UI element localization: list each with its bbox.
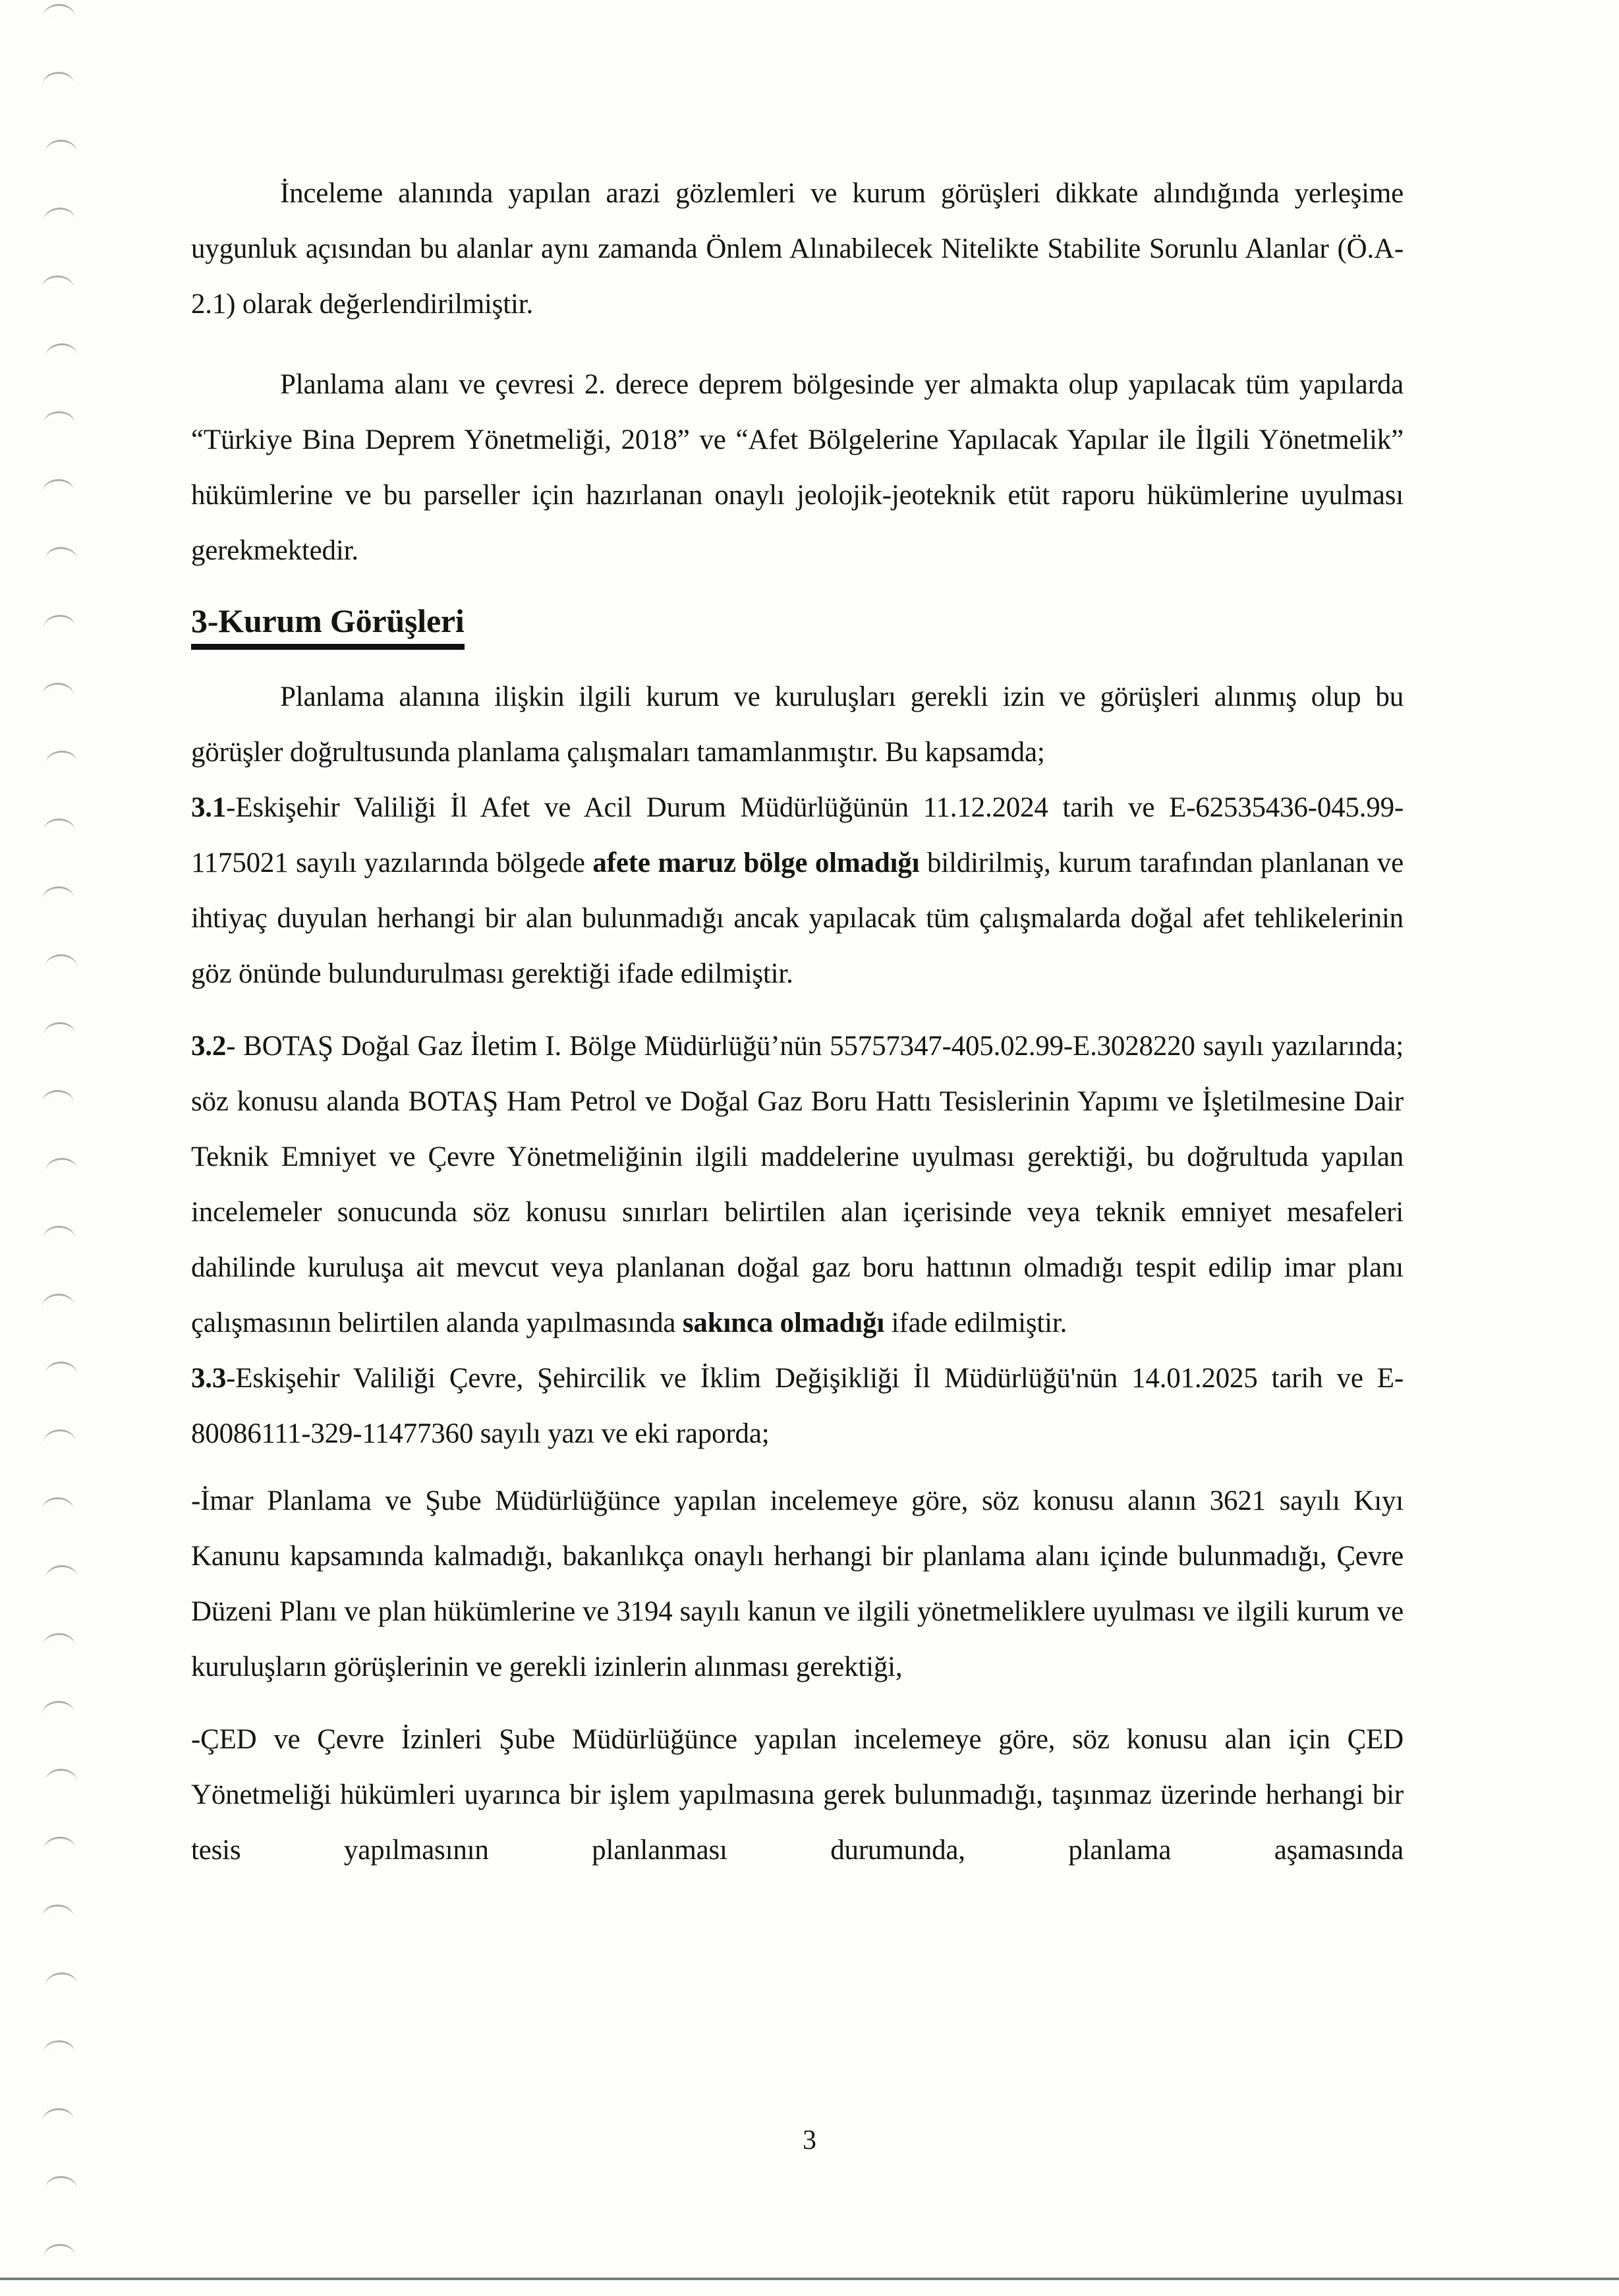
paragraph — [191, 670, 1404, 780]
spiral-binding-mark-icon — [42, 1293, 74, 1307]
bold-text-run: 3.2 — [191, 1031, 227, 1062]
paragraph — [191, 1351, 1404, 1462]
spiral-binding-mark-icon — [42, 2108, 74, 2121]
spiral-binding-mark-icon — [45, 1972, 78, 1986]
spiral-binding-mark-icon — [45, 1362, 77, 1375]
spiral-binding-mark-icon — [45, 547, 77, 560]
spiral-binding-mark-icon — [45, 343, 78, 357]
text-run: İnceleme alanında yapılan arazi gözlemleri ve kurum görüşleri dikkate alındığında yerleşime uygunluk açısından bu alanlar aynı zamanda Önlem Alınabilecek Nitelikte Stabilite Sorunlu Alanlar (Ö.A-2.1) olarak değerlendirilmiştir. — [191, 178, 1404, 320]
spiral-binding-mark-icon — [45, 954, 77, 967]
spiral-binding-mark-icon — [45, 1564, 78, 1578]
spiral-binding-mark-icon — [43, 1226, 75, 1239]
spiral-binding-mark-icon — [42, 1700, 74, 1714]
spiral-binding-mark-icon — [45, 750, 78, 764]
paragraph — [191, 780, 1404, 1002]
spiral-binding-mark-icon — [42, 683, 74, 696]
text-run: Planlama alanı ve çevresi 2. derece deprem bölgesinde yer almakta olup yapılacak tüm yapılarda “Türkiye Bina Deprem Yönetmeliği, 2018” ve “Afet Bölgelerine Yapılacak Yapılar ile İlgili Yönetmelik” hükümlerine ve bu parseller için hazırlanan onaylı jeolojik-jeoteknik etüt raporu hükümlerine uyulması gerekmektedir. — [191, 369, 1404, 566]
spiral-binding-mark-icon — [42, 1090, 74, 1103]
bold-text-run: 3.3 — [191, 1363, 227, 1394]
page-number: 3 — [803, 2125, 816, 2156]
spiral-binding-mark-icon — [42, 886, 74, 900]
spiral-binding-mark-icon — [42, 478, 74, 492]
spiral-binding-mark-icon — [43, 207, 76, 221]
bold-text-run: afete maruz bölge olmadığı — [592, 847, 920, 878]
spiral-binding-mark-icon — [45, 2176, 77, 2189]
text-run: -Eskişehir Valiliği İl Afet ve Acil Durum Müdürlüğünün 11.12.2024 tarih ve E-62535436-045.99-1175021 sayılı yazılarında bölgede — [191, 792, 1404, 878]
spiral-binding-mark-icon — [42, 1905, 74, 1918]
section-heading-text: 3-Kurum Görüşleri — [191, 601, 465, 650]
spiral-binding-mark-icon — [43, 1021, 76, 1035]
document-content — [191, 166, 1404, 1878]
spiral-binding-mark-icon — [45, 140, 77, 153]
bold-text-run: 3.1 — [191, 792, 227, 823]
page-bottom-edge-line — [0, 2278, 1619, 2280]
spiral-binding-mark-icon — [43, 818, 75, 832]
spiral-binding-mark-icon — [43, 2243, 76, 2257]
spiral-binding-mark-icon — [45, 1157, 78, 1171]
spiral-binding-mark-icon — [42, 71, 74, 85]
text-run: -ÇED ve Çevre İzinleri Şube Müdürlüğünce yapılan incelemeye göre, söz konusu alan için ÇED Yönetmeliği hükümleri uyarınca bir işlem yapılmasına gerek bulunmadığı, taşınmaz üzerinde herhangi bir tesis yapılmasının planlanması durumunda, planlama aşamasında — [191, 1724, 1404, 1866]
text-run: bildirilmiş, kurum tarafından planlanan ve ihtiyaç duyulan herhangi bir alan bulunmadığı ancak yapılacak tüm çalışmalarda doğal afet tehlikelerinin göz önünde bulundurulması gerektiği ifade edilmiştir. — [191, 847, 1404, 989]
spiral-binding-mark-icon — [42, 1497, 74, 1510]
paragraph — [191, 166, 1404, 332]
bold-text-run: sakınca olmadığı — [682, 1307, 885, 1338]
spiral-binding-mark-icon — [43, 614, 76, 628]
paragraph — [191, 1712, 1404, 1878]
text-run: -İmar Planlama ve Şube Müdürlüğünce yapılan incelemeye göre, söz konusu alanın 3621 sayılı Kıyı Kanunu kapsamında kalmadığı, bakanlıkça onaylı herhangi bir planlama alanı içinde bulunmadığı, Çevre Düzeni Planı ve plan hükümlerine ve 3194 sayılı kanun ve ilgili yönetmeliklere uyulması ve ilgili kurum ve kuruluşların görüşlerinin ve gerekli izinlerin alınması gerektiği, — [191, 1485, 1404, 1682]
spiral-binding-mark-icon — [42, 275, 74, 289]
spiral-binding-mark-icon — [43, 2040, 75, 2053]
spiral-binding-mark-icon — [43, 1633, 75, 1646]
paragraph — [191, 357, 1404, 579]
paragraph — [191, 1019, 1404, 1351]
text-run: - BOTAŞ Doğal Gaz İletim I. Bölge Müdürlüğü’nün 55757347-405.02.99-E.3028220 sayılı yazılarında; söz konusu alanda BOTAŞ Ham Petrol ve Doğal Gaz Boru Hattı Tesislerinin Yapımı ve İşletilmesine Dair Teknik Emniyet ve Çevre Yönetmeliğinin ilgili maddelerine uyulması gerektiği, bu doğrultuda yapılan incelemeler sonucunda söz konusu sınırları belirtilen alan içerisinde veya teknik emniyet mesafeleri dahilinde kuruluşa ait mevcut veya planlanan doğal gaz boru hattının olmadığı tespit edilip imar planı çalışmasının belirtilen alanda yapılmasında — [191, 1031, 1404, 1338]
text-run: Planlama alanına ilişkin ilgili kurum ve kuruluşları gerekli izin ve görüşleri alınmış olup bu görüşler doğrultusunda planlama çalışmaları tamamlanmıştır. Bu kapsamda; — [191, 681, 1404, 768]
spiral-binding-mark-icon — [45, 1769, 77, 1782]
text-run: -Eskişehir Valiliği Çevre, Şehircilik ve İklim Değişikliği İl Müdürlüğü'nün 14.01.2025 tarih ve E-80086111-329-11477360 sayılı yazı ve eki raporda; — [191, 1363, 1404, 1449]
spiral-binding-mark-icon — [43, 1836, 76, 1850]
spiral-binding-mark-icon — [43, 411, 75, 424]
spiral-binding-mark-icon — [43, 1429, 76, 1443]
paragraph — [191, 1474, 1404, 1695]
section-heading — [191, 601, 1404, 650]
binding-marks — [42, 0, 79, 2296]
text-run: ifade edilmiştir. — [884, 1307, 1067, 1338]
spiral-binding-mark-icon — [43, 4, 75, 17]
